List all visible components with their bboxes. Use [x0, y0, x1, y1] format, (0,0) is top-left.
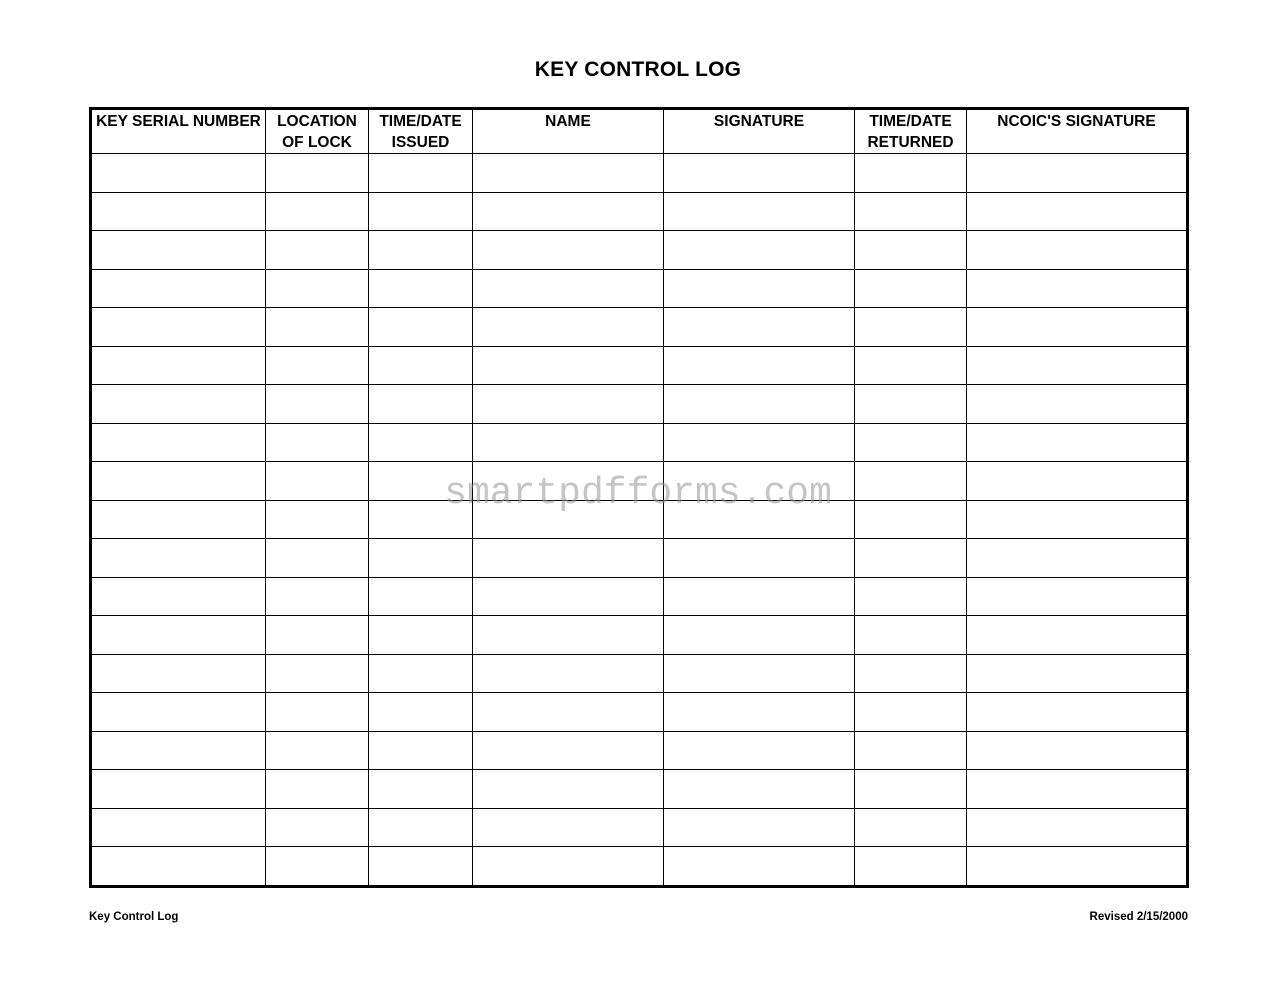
cell-name[interactable] [473, 770, 664, 809]
cell-time-date-issued[interactable] [369, 847, 473, 887]
cell-name[interactable] [473, 269, 664, 308]
cell-signature[interactable] [664, 847, 855, 887]
table-row [91, 192, 1188, 231]
table-row [91, 577, 1188, 616]
table-body [91, 154, 1188, 887]
cell-location-of-lock[interactable] [266, 385, 369, 424]
cell-time-date-issued[interactable] [369, 654, 473, 693]
cell-name[interactable] [473, 693, 664, 732]
table-row [91, 154, 1188, 193]
cell-key-serial-number[interactable] [91, 269, 266, 308]
cell-signature[interactable] [664, 231, 855, 270]
cell-key-serial-number[interactable] [91, 731, 266, 770]
cell-signature[interactable] [664, 500, 855, 539]
cell-signature[interactable] [664, 654, 855, 693]
cell-ncoic-signature[interactable] [967, 192, 1188, 231]
cell-location-of-lock[interactable] [266, 346, 369, 385]
cell-time-date-returned[interactable] [855, 654, 967, 693]
cell-time-date-returned[interactable] [855, 500, 967, 539]
column-header-ncoic-signature: NCOIC'S SIGNATURE [967, 109, 1188, 154]
cell-time-date-issued[interactable] [369, 731, 473, 770]
cell-key-serial-number[interactable] [91, 693, 266, 732]
cell-key-serial-number[interactable] [91, 577, 266, 616]
cell-signature[interactable] [664, 423, 855, 462]
cell-location-of-lock[interactable] [266, 770, 369, 809]
cell-ncoic-signature[interactable] [967, 847, 1188, 887]
column-header-signature: SIGNATURE [664, 109, 855, 154]
cell-time-date-issued[interactable] [369, 192, 473, 231]
column-header-name: NAME [473, 109, 664, 154]
table-row [91, 731, 1188, 770]
cell-time-date-returned[interactable] [855, 808, 967, 847]
cell-signature[interactable] [664, 269, 855, 308]
cell-name[interactable] [473, 385, 664, 424]
cell-location-of-lock[interactable] [266, 462, 369, 501]
cell-location-of-lock[interactable] [266, 269, 369, 308]
cell-time-date-returned[interactable] [855, 462, 967, 501]
cell-key-serial-number[interactable] [91, 654, 266, 693]
column-header-key-serial-number: KEY SERIAL NUMBER [91, 109, 266, 154]
table-row [91, 462, 1188, 501]
table-row [91, 654, 1188, 693]
cell-signature[interactable] [664, 539, 855, 578]
table-row [91, 385, 1188, 424]
cell-key-serial-number[interactable] [91, 847, 266, 887]
cell-time-date-issued[interactable] [369, 308, 473, 347]
cell-time-date-issued[interactable] [369, 539, 473, 578]
table-row [91, 231, 1188, 270]
cell-signature[interactable] [664, 808, 855, 847]
table-row [91, 616, 1188, 655]
cell-location-of-lock[interactable] [266, 423, 369, 462]
table-row [91, 423, 1188, 462]
cell-time-date-issued[interactable] [369, 231, 473, 270]
cell-time-date-issued[interactable] [369, 577, 473, 616]
watermark: smartpdfforms.com [444, 472, 832, 515]
footer-revision-date: Revised 2/15/2000 [1089, 911, 1188, 923]
cell-key-serial-number[interactable] [91, 808, 266, 847]
cell-name[interactable] [473, 346, 664, 385]
cell-signature[interactable] [664, 616, 855, 655]
cell-time-date-returned[interactable] [855, 269, 967, 308]
table-row [91, 269, 1188, 308]
cell-ncoic-signature[interactable] [967, 770, 1188, 809]
cell-location-of-lock[interactable] [266, 693, 369, 732]
key-control-log-table [89, 107, 1189, 888]
cell-name[interactable] [473, 500, 664, 539]
cell-time-date-returned[interactable] [855, 385, 967, 424]
cell-time-date-returned[interactable] [855, 346, 967, 385]
cell-location-of-lock[interactable] [266, 539, 369, 578]
cell-name[interactable] [473, 154, 664, 193]
cell-time-date-returned[interactable] [855, 731, 967, 770]
cell-time-date-issued[interactable] [369, 423, 473, 462]
table-row [91, 693, 1188, 732]
cell-ncoic-signature[interactable] [967, 808, 1188, 847]
cell-ncoic-signature[interactable] [967, 423, 1188, 462]
cell-ncoic-signature[interactable] [967, 154, 1188, 193]
cell-ncoic-signature[interactable] [967, 616, 1188, 655]
cell-ncoic-signature[interactable] [967, 385, 1188, 424]
cell-name[interactable] [473, 231, 664, 270]
cell-name[interactable] [473, 577, 664, 616]
table-row [91, 770, 1188, 809]
cell-key-serial-number[interactable] [91, 308, 266, 347]
column-header-time-date-returned: TIME/DATE RETURNED [855, 109, 967, 154]
cell-location-of-lock[interactable] [266, 847, 369, 887]
cell-signature[interactable] [664, 731, 855, 770]
table-row [91, 847, 1188, 887]
cell-ncoic-signature[interactable] [967, 346, 1188, 385]
cell-location-of-lock[interactable] [266, 616, 369, 655]
column-header-location-of-lock: LOCATION OF LOCK [266, 109, 369, 154]
cell-signature[interactable] [664, 346, 855, 385]
cell-time-date-returned[interactable] [855, 693, 967, 732]
cell-key-serial-number[interactable] [91, 385, 266, 424]
cell-name[interactable] [473, 654, 664, 693]
cell-key-serial-number[interactable] [91, 154, 266, 193]
cell-name[interactable] [473, 731, 664, 770]
cell-key-serial-number[interactable] [91, 462, 266, 501]
cell-time-date-issued[interactable] [369, 385, 473, 424]
cell-name[interactable] [473, 808, 664, 847]
cell-signature[interactable] [664, 770, 855, 809]
cell-location-of-lock[interactable] [266, 154, 369, 193]
cell-time-date-returned[interactable] [855, 577, 967, 616]
cell-location-of-lock[interactable] [266, 231, 369, 270]
cell-time-date-returned[interactable] [855, 616, 967, 655]
cell-name[interactable] [473, 462, 664, 501]
cell-key-serial-number[interactable] [91, 770, 266, 809]
cell-location-of-lock[interactable] [266, 808, 369, 847]
cell-time-date-issued[interactable] [369, 346, 473, 385]
cell-time-date-returned[interactable] [855, 231, 967, 270]
cell-signature[interactable] [664, 577, 855, 616]
column-header-time-date-issued: TIME/DATE ISSUED [369, 109, 473, 154]
footer-form-name: Key Control Log [89, 911, 179, 923]
cell-name[interactable] [473, 539, 664, 578]
cell-key-serial-number[interactable] [91, 500, 266, 539]
cell-location-of-lock[interactable] [266, 654, 369, 693]
cell-signature[interactable] [664, 693, 855, 732]
cell-signature[interactable] [664, 385, 855, 424]
cell-key-serial-number[interactable] [91, 616, 266, 655]
cell-signature[interactable] [664, 192, 855, 231]
table-row [91, 346, 1188, 385]
cell-ncoic-signature[interactable] [967, 731, 1188, 770]
table-row [91, 539, 1188, 578]
cell-key-serial-number[interactable] [91, 539, 266, 578]
cell-signature[interactable] [664, 462, 855, 501]
cell-name[interactable] [473, 308, 664, 347]
cell-time-date-returned[interactable] [855, 192, 967, 231]
cell-name[interactable] [473, 847, 664, 887]
table-row [91, 808, 1188, 847]
cell-time-date-issued[interactable] [369, 693, 473, 732]
cell-location-of-lock[interactable] [266, 731, 369, 770]
cell-time-date-issued[interactable] [369, 269, 473, 308]
cell-time-date-returned[interactable] [855, 154, 967, 193]
cell-time-date-issued[interactable] [369, 462, 473, 501]
cell-key-serial-number[interactable] [91, 423, 266, 462]
cell-ncoic-signature[interactable] [967, 231, 1188, 270]
cell-time-date-returned[interactable] [855, 308, 967, 347]
cell-time-date-issued[interactable] [369, 154, 473, 193]
cell-signature[interactable] [664, 308, 855, 347]
cell-time-date-issued[interactable] [369, 770, 473, 809]
table-header-row [91, 109, 1188, 154]
cell-ncoic-signature[interactable] [967, 462, 1188, 501]
cell-time-date-issued[interactable] [369, 616, 473, 655]
cell-time-date-returned[interactable] [855, 423, 967, 462]
cell-ncoic-signature[interactable] [967, 577, 1188, 616]
cell-location-of-lock[interactable] [266, 500, 369, 539]
table-row [91, 500, 1188, 539]
cell-signature[interactable] [664, 154, 855, 193]
cell-ncoic-signature[interactable] [967, 269, 1188, 308]
cell-key-serial-number[interactable] [91, 231, 266, 270]
cell-location-of-lock[interactable] [266, 192, 369, 231]
cell-location-of-lock[interactable] [266, 308, 369, 347]
cell-ncoic-signature[interactable] [967, 693, 1188, 732]
cell-ncoic-signature[interactable] [967, 654, 1188, 693]
cell-time-date-issued[interactable] [369, 808, 473, 847]
cell-name[interactable] [473, 616, 664, 655]
page-title: KEY CONTROL LOG [534, 58, 742, 81]
cell-time-date-returned[interactable] [855, 770, 967, 809]
cell-time-date-returned[interactable] [855, 847, 967, 887]
cell-key-serial-number[interactable] [91, 192, 266, 231]
cell-ncoic-signature[interactable] [967, 539, 1188, 578]
cell-name[interactable] [473, 423, 664, 462]
cell-ncoic-signature[interactable] [967, 500, 1188, 539]
cell-name[interactable] [473, 192, 664, 231]
cell-ncoic-signature[interactable] [967, 308, 1188, 347]
cell-time-date-returned[interactable] [855, 539, 967, 578]
cell-time-date-issued[interactable] [369, 500, 473, 539]
table-row [91, 308, 1188, 347]
cell-key-serial-number[interactable] [91, 346, 266, 385]
cell-location-of-lock[interactable] [266, 577, 369, 616]
